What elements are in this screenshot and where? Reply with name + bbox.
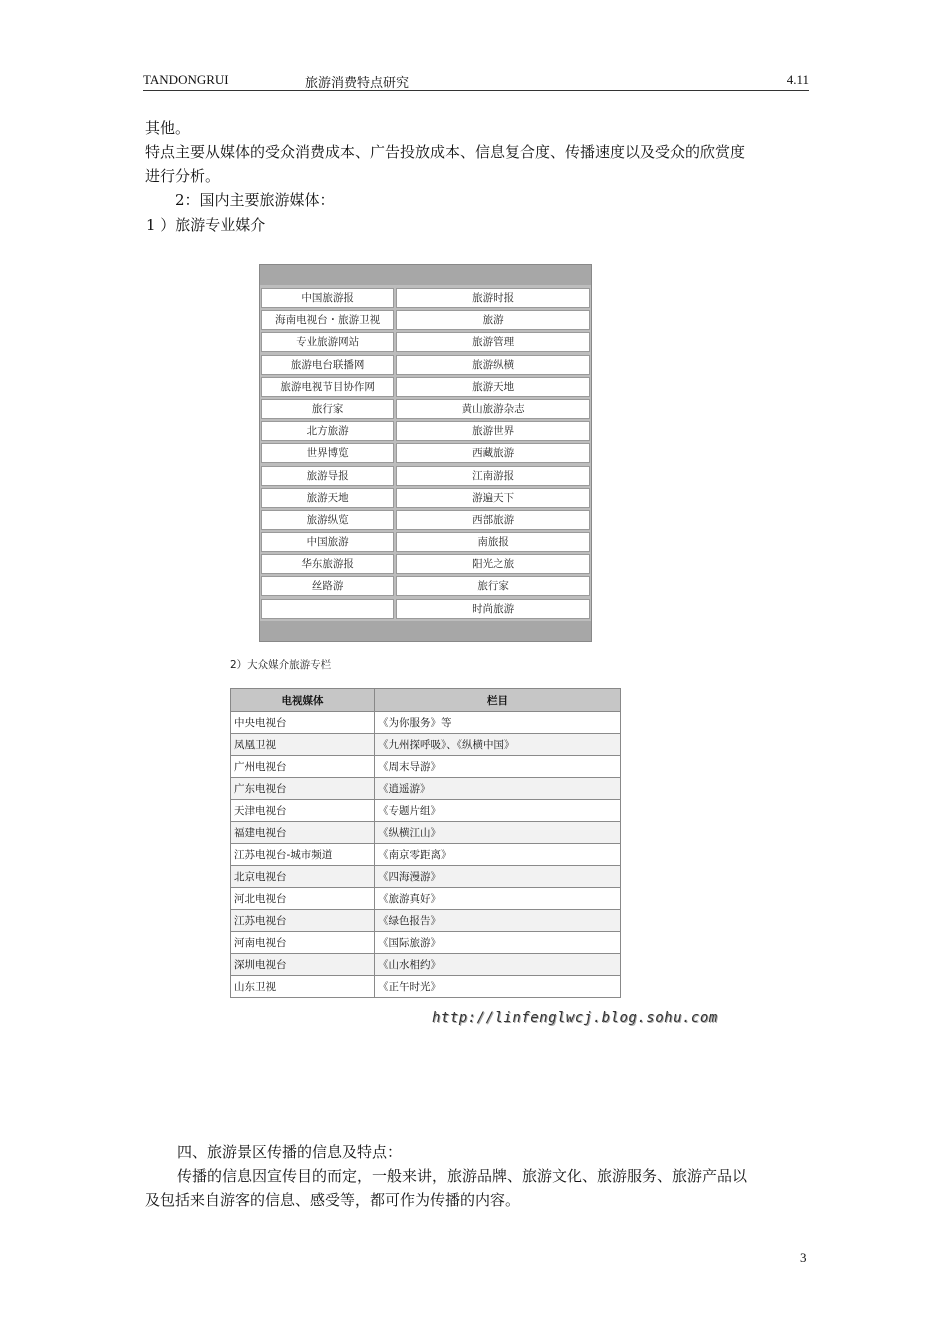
table-cell: 旅游天地 [261,488,394,508]
table-cell: 时尚旅游 [396,599,590,619]
tv-station-cell: 福建电视台 [231,822,375,844]
table-row [231,778,621,800]
table-row [261,377,590,397]
table-row [261,510,590,530]
header-author: TANDONGRUI [143,72,229,87]
program-cell: 《国际旅游》 [375,932,621,954]
table-cell: 世界博览 [261,443,394,463]
header-date: 4.11 [786,72,809,87]
tv-station-cell: 凤凰卫视 [231,734,375,756]
program-cell: 《周末导游》 [375,756,621,778]
body-line-1: 其他。 [145,119,191,137]
tv-station-cell: 河南电视台 [231,932,375,954]
table-row [261,355,590,375]
table-cell: 华东旅游报 [261,554,394,574]
program-cell: 《九州探呼吸》、《纵横中国》 [375,734,621,756]
program-cell: 《旅游真好》 [375,888,621,910]
table-row [261,554,590,574]
tv-station-cell: 深圳电视台 [231,954,375,976]
tv-station-cell: 广东电视台 [231,778,375,800]
table-rows [260,285,591,619]
table-cell: 旅游世界 [396,421,590,441]
program-cell: 《纵横江山》 [375,822,621,844]
body-line-2b: 进行分析。 [145,167,221,185]
table-row [261,599,590,619]
table-cell: 专业旅游网站 [261,332,394,352]
table-cell: 阳光之旅 [396,554,590,574]
table-cell: 旅游导报 [261,466,394,486]
table-header-row [231,689,621,712]
table-cell: 旅游天地 [396,377,590,397]
body-paragraph-analysis [145,140,815,188]
program-cell: 《绿色报告》 [375,910,621,932]
table-cell: 旅游 [396,310,590,330]
table-cell: 江南游报 [396,466,590,486]
table-row [231,888,621,910]
table-row [261,488,590,508]
table-row [231,734,621,756]
program-cell: 《山水相约》 [375,954,621,976]
tv-station-cell: 江苏电视台-城市频道 [231,844,375,866]
table-cell: 游遍天下 [396,488,590,508]
program-cell: 《南京零距离》 [375,844,621,866]
program-cell: 《四海漫游》 [375,866,621,888]
table-cell: 西部旅游 [396,510,590,530]
body-line-2: 特点主要从媒体的受众消费成本、广告投放成本、信息复合度、传播速度以及受众的欣赏度 [145,143,746,161]
table-cell: 旅游纵览 [261,510,394,530]
table-cell: 旅游电视节目协作网 [261,377,394,397]
table-cell: 海南电视台・旅游卫视 [261,310,394,330]
tv-station-cell: 中央电视台 [231,712,375,734]
table-row [231,756,621,778]
table-row [261,310,590,330]
table-row [231,910,621,932]
table-cell: 旅行家 [261,399,394,419]
program-cell: 《正午时光》 [375,976,621,998]
header-title: 旅游消费特点研究 [305,75,410,90]
program-cell: 《逍遥游》 [375,778,621,800]
table-row [231,932,621,954]
table-cell: 南旅报 [396,532,590,552]
tv-station-cell: 广州电视台 [231,756,375,778]
table-cell: 旅游时报 [396,288,590,308]
page-number: 3 [800,1250,807,1265]
tv-station-cell: 山东卫视 [231,976,375,998]
table-cell: 中国旅游 [261,532,394,552]
table-cell: 旅行家 [396,576,590,596]
section-4-text-1: 传播的信息因宣传目的而定，一般来讲，旅游品牌、旅游文化、旅游服务、旅游产品以 [177,1167,748,1185]
section-heading-media: 2：国内主要旅游媒体： [175,191,335,209]
table-row [261,576,590,596]
tv-station-cell: 江苏电视台 [231,910,375,932]
subheading-professional-media: 1 ）旅游专业媒介 [146,216,266,234]
table-cell: 丝路游 [261,576,394,596]
page-header [143,70,809,91]
table-footer-bar [260,621,591,641]
table-cell [261,599,394,619]
tv-station-cell: 天津电视台 [231,800,375,822]
table-row [231,712,621,734]
table-cell: 黄山旅游杂志 [396,399,590,419]
mass-media-caption: 2）大众媒介旅游专栏 [230,659,332,671]
table-row [231,800,621,822]
program-cell: 《专题片组》 [375,800,621,822]
table-row [261,288,590,308]
table-cell: 旅游纵横 [396,355,590,375]
table-row [231,822,621,844]
table-row [261,443,590,463]
table-cell: 北方旅游 [261,421,394,441]
section-4-heading: 四、旅游景区传播的信息及特点： [177,1143,403,1161]
table-row [261,421,590,441]
program-cell: 《为你服务》等 [375,712,621,734]
table-row [231,844,621,866]
tv-station-cell: 北京电视台 [231,866,375,888]
section-4-text-2: 及包括来自游客的信息、感受等，都可作为传播的内容。 [145,1191,521,1209]
table-header-bar [260,265,591,285]
table-row [231,954,621,976]
table-cell: 旅游电台联播网 [261,355,394,375]
table-row [231,976,621,998]
table-row [231,866,621,888]
tv-station-cell: 河北电视台 [231,888,375,910]
column-header-tv: 电视媒体 [231,689,375,712]
table-cell: 中国旅游报 [261,288,394,308]
table-cell: 西藏旅游 [396,443,590,463]
mass-media-table [230,688,621,998]
table-row [261,466,590,486]
table-row [261,332,590,352]
table-row [261,399,590,419]
column-header-program: 栏目 [375,689,621,712]
professional-media-table [259,264,592,642]
watermark-url: http://linfenglwcj.blog.sohu.com [432,1010,718,1026]
table-cell: 旅游管理 [396,332,590,352]
table-row [261,532,590,552]
